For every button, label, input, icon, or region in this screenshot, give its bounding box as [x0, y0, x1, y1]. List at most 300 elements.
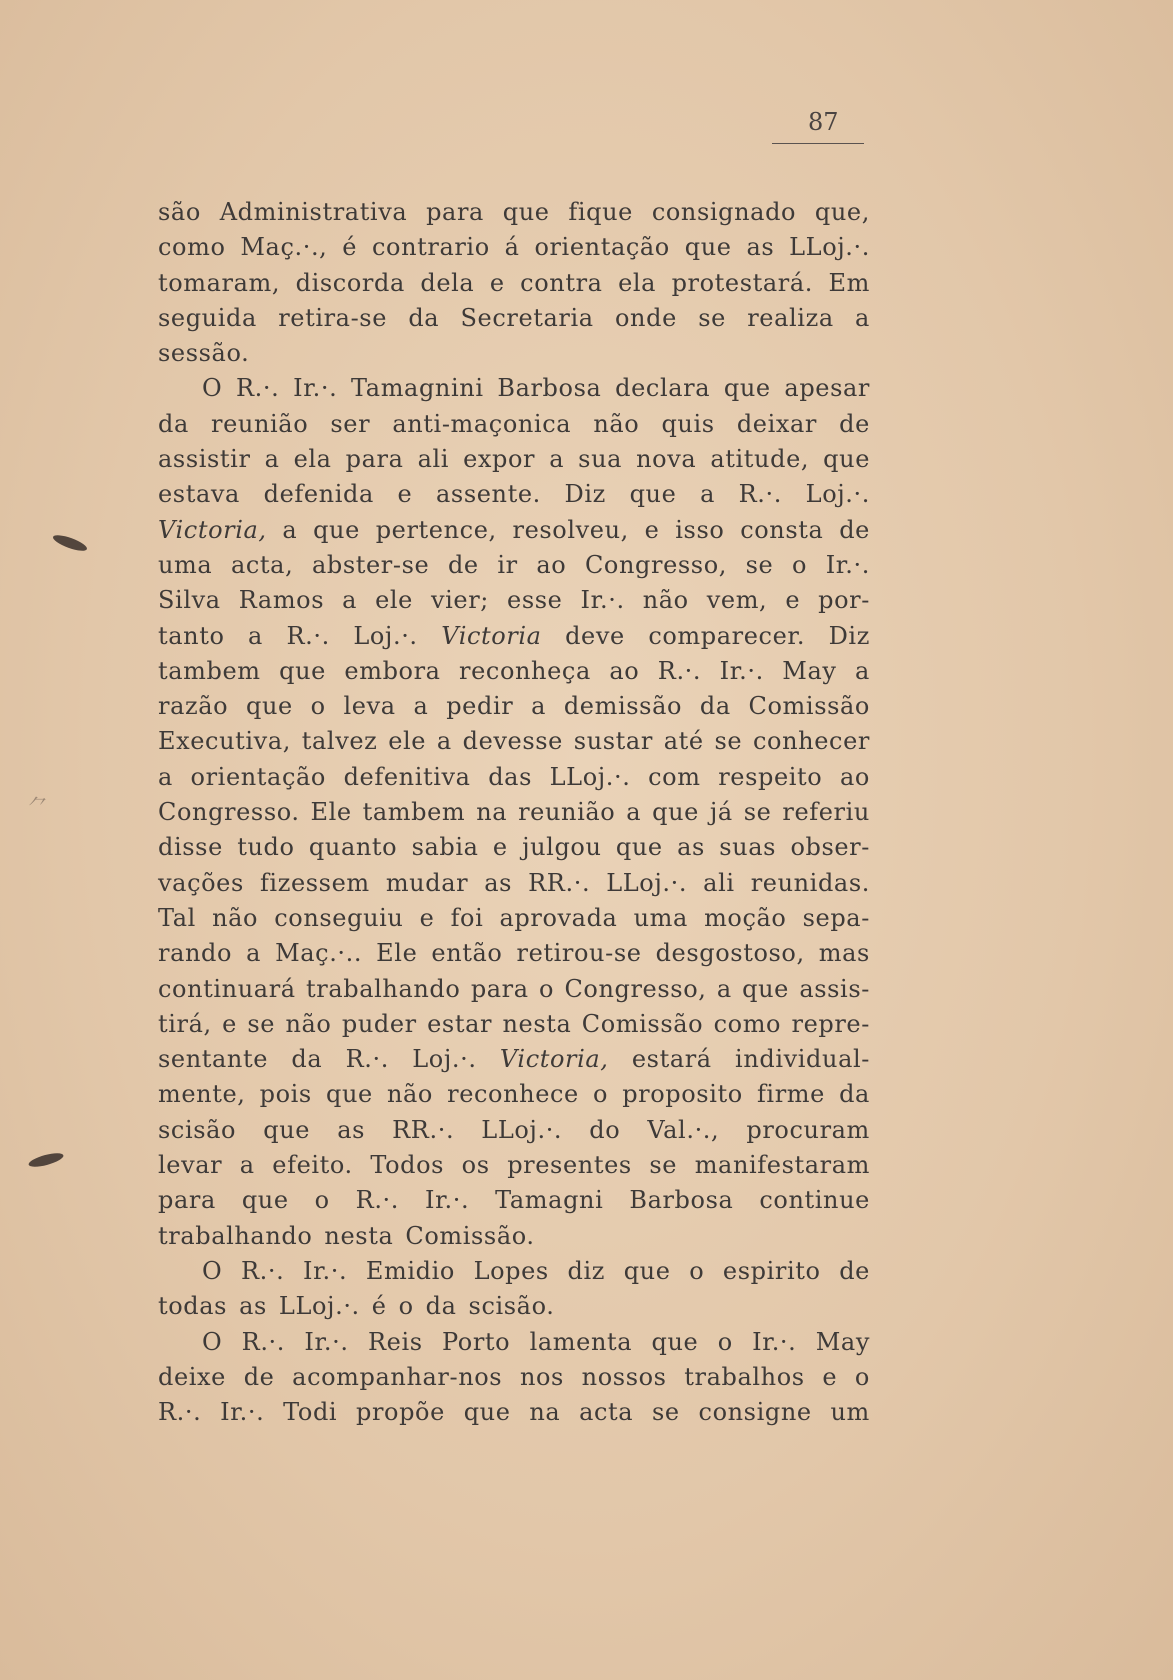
word: a [248, 621, 263, 650]
word: Tal [158, 903, 196, 932]
word: obser- [790, 833, 870, 862]
word: a [436, 727, 452, 756]
word: a [282, 515, 298, 544]
text-line [158, 1395, 870, 1430]
word: os [461, 1151, 490, 1180]
word: Barbosa [629, 1186, 734, 1215]
text-line [158, 1325, 870, 1360]
word: declara [615, 374, 711, 403]
word: pertence, [375, 515, 497, 544]
word: R.·. [657, 656, 702, 685]
text-line [158, 795, 870, 830]
word: rando [158, 939, 233, 968]
page-number: 87 [808, 108, 839, 136]
text-line [158, 1219, 870, 1254]
word: tomaram, [158, 268, 281, 297]
word: vações [158, 868, 244, 897]
word: continuará [158, 974, 296, 1003]
word: Silva [158, 586, 221, 615]
word: propõe [356, 1398, 445, 1427]
word: a [531, 692, 547, 721]
word: ao [839, 762, 870, 791]
word: RR.·. [392, 1115, 455, 1144]
word: as [484, 868, 513, 897]
word: discorda [295, 268, 405, 297]
word: sua [578, 445, 623, 474]
text-line [158, 1360, 870, 1395]
word: R.·. [286, 621, 330, 650]
word: consigne [698, 1398, 812, 1427]
word: razão [158, 692, 229, 721]
word: lamenta [529, 1327, 633, 1356]
word: Ele [310, 798, 352, 827]
word: referiu [782, 798, 870, 827]
word: todas [158, 1292, 228, 1321]
word: sessão. [158, 339, 250, 368]
word: nesta [324, 1221, 394, 1250]
text-line [158, 1077, 870, 1112]
word: LLoj.·. [606, 868, 688, 897]
word: não [593, 409, 640, 438]
word: tirá, [158, 1009, 212, 1038]
word: e [644, 515, 660, 544]
word: individual- [735, 1045, 870, 1074]
word: scisão. [468, 1292, 555, 1321]
word: ser [330, 409, 371, 438]
word: Diz [564, 480, 606, 509]
word: o [314, 1186, 330, 1215]
word: mas [818, 939, 870, 968]
word: não [212, 903, 259, 932]
word: Ir.·. [719, 656, 764, 685]
word: de [839, 515, 870, 544]
text-line [158, 583, 870, 618]
word: para [345, 445, 404, 474]
text-line [158, 760, 870, 795]
word: Reis [367, 1327, 423, 1356]
word: assente. [436, 480, 541, 509]
word: leva [343, 692, 396, 721]
word: conseguiu [274, 903, 404, 932]
word: levar [158, 1151, 223, 1180]
word: acta, [230, 550, 294, 579]
word: isso [675, 515, 725, 544]
word: Ir.·. [304, 1327, 349, 1356]
text-line [158, 477, 870, 512]
text-line [158, 230, 870, 265]
word: reconhece [447, 1080, 579, 1109]
word: diz [567, 1256, 606, 1285]
text-line [158, 371, 870, 406]
word: Comissão [581, 1009, 704, 1038]
word: com [648, 762, 701, 791]
word: a [700, 480, 715, 509]
text-line [158, 548, 870, 583]
word: tambem [158, 656, 261, 685]
word: foi [450, 903, 484, 932]
word: a [239, 1151, 255, 1180]
word: para [470, 974, 529, 1003]
word: Tamagni [495, 1186, 604, 1215]
word: sustar [573, 727, 653, 756]
body-text [158, 195, 870, 1430]
word: onde [615, 303, 677, 332]
word: Ir.·. [580, 586, 625, 615]
word: de [839, 409, 870, 438]
word: não [386, 1080, 433, 1109]
word: Loj.·. [353, 621, 418, 650]
word: de [839, 1256, 870, 1285]
word: julgou [522, 833, 602, 862]
text-line [158, 689, 870, 724]
word: Executiva, [158, 727, 291, 756]
word: até [663, 727, 704, 756]
word: a [855, 656, 870, 685]
word: o [593, 1080, 609, 1109]
word: Congresso, [584, 550, 727, 579]
text-line [158, 936, 870, 971]
word: e [785, 586, 801, 615]
word: reunião [518, 798, 616, 827]
word: May [782, 656, 837, 685]
word: puder [341, 1009, 417, 1038]
word: se [714, 727, 743, 756]
word: as [746, 233, 775, 262]
word: já [709, 798, 733, 827]
word: R.·. [158, 1398, 202, 1427]
word: a [549, 445, 565, 474]
word: que [723, 374, 771, 403]
text-line [158, 407, 870, 442]
word: como [713, 1009, 782, 1038]
word: scisão [158, 1115, 237, 1144]
word: que [463, 1398, 511, 1427]
word: a [716, 974, 732, 1003]
word: que [502, 198, 550, 226]
word: e [822, 1362, 838, 1391]
page-number-rule [772, 143, 864, 144]
ink-blot [27, 1151, 64, 1170]
word: se [652, 1398, 680, 1427]
word: da [425, 1292, 457, 1321]
word: para [158, 1186, 216, 1215]
text-line [158, 830, 870, 865]
word: dela [420, 268, 475, 297]
word: tambem [362, 798, 466, 827]
word: reunião [211, 409, 309, 438]
word: expor [463, 445, 536, 474]
text-line [158, 1289, 870, 1324]
word: a [264, 445, 280, 474]
word: respeito [718, 762, 823, 791]
word: da [158, 409, 189, 438]
word: efeito. [272, 1151, 353, 1180]
word: ir [497, 550, 518, 579]
word: da [291, 1045, 323, 1074]
word: a [626, 798, 642, 827]
word: realiza [747, 303, 834, 332]
word: O [202, 374, 223, 403]
word: Ele [376, 939, 418, 968]
text-line [158, 442, 870, 477]
word: pois [259, 1080, 312, 1109]
pencil-mark: ⺈ [28, 794, 48, 818]
word: de [447, 550, 479, 579]
word: e [489, 268, 505, 297]
word: procuram [746, 1115, 870, 1144]
text-line [158, 336, 870, 371]
text-line [158, 901, 870, 936]
word: fique [568, 198, 633, 226]
word: a [158, 762, 173, 791]
word: consignado [651, 198, 797, 226]
word: protestará. [671, 268, 813, 297]
word: Todi [283, 1398, 338, 1427]
word: é [371, 1292, 387, 1321]
word: nos [519, 1362, 564, 1391]
word: Congresso. [158, 798, 300, 827]
word: nesta [502, 1009, 572, 1038]
word: trabalhando [158, 1221, 313, 1250]
word: comparecer. [648, 621, 806, 650]
word: Ir.·. [424, 1186, 470, 1215]
word: O [202, 1256, 223, 1285]
word: R.·. [738, 480, 782, 509]
text-line [158, 866, 870, 901]
word: se [649, 1151, 678, 1180]
text-line [158, 972, 870, 1007]
word: R.·. [355, 1186, 400, 1215]
word: repre- [791, 1009, 870, 1038]
word: R.·. [240, 1256, 285, 1285]
word: tudo [237, 833, 295, 862]
word: que [326, 1080, 373, 1109]
word: as [239, 1292, 267, 1321]
word: retira-se [278, 303, 388, 332]
word: a [413, 692, 429, 721]
word: deve [565, 621, 625, 650]
word: do [589, 1115, 621, 1144]
word: o [792, 550, 808, 579]
word: Victoria [441, 621, 542, 650]
word: sepa- [802, 903, 870, 932]
word: que [246, 692, 293, 721]
word: á [504, 233, 520, 262]
word: Congresso, [564, 974, 707, 1003]
word: por- [818, 586, 870, 615]
word: ele [388, 727, 427, 756]
word: Val.·., [647, 1115, 720, 1144]
word: acta [579, 1398, 634, 1427]
word: a [855, 303, 870, 332]
word: uma [633, 903, 688, 932]
word: embora [344, 656, 441, 685]
word: Maç.·.. [275, 939, 363, 968]
word: o [717, 1327, 733, 1356]
word: da [839, 1080, 870, 1109]
word: da [408, 303, 440, 332]
word: e [492, 833, 508, 862]
word: que [623, 1256, 671, 1285]
word: vem, [706, 586, 768, 615]
text-line [158, 1183, 870, 1218]
word: se [743, 798, 772, 827]
word: deixe [158, 1362, 226, 1391]
word: vier; [431, 586, 489, 615]
text-line [158, 513, 870, 548]
word: estará [631, 1045, 712, 1074]
word: ali [417, 445, 450, 474]
word: para [426, 198, 484, 226]
word: espirito [722, 1256, 821, 1285]
word: orientação [534, 233, 670, 262]
word: Comissão. [405, 1221, 535, 1250]
word: continue [759, 1186, 870, 1215]
word: O [202, 1327, 223, 1356]
word: retirou-se [516, 939, 642, 968]
word: o [854, 1362, 870, 1391]
word: fizessem [259, 868, 370, 897]
word: Diz [828, 621, 870, 650]
word: ao [536, 550, 567, 579]
word: das [488, 762, 532, 791]
word: não [285, 1009, 332, 1038]
word: defenida [263, 480, 374, 509]
word: se [247, 1009, 276, 1038]
word: May [815, 1327, 870, 1356]
word: Comissão [748, 692, 870, 721]
word: R.·. [236, 374, 280, 403]
word: as [337, 1115, 366, 1144]
word: proposito [622, 1080, 743, 1109]
word: ao [609, 656, 640, 685]
word: ela [618, 268, 657, 297]
word: atitude, [710, 445, 810, 474]
word: que [241, 1186, 289, 1215]
word: as [677, 833, 705, 862]
text-line [158, 1113, 870, 1148]
word: resolveu, [512, 515, 629, 544]
word: assistir [158, 445, 251, 474]
word: devesse [462, 727, 563, 756]
word: e [419, 903, 435, 932]
text-line [158, 1007, 870, 1042]
word: contrario [371, 233, 490, 262]
word: nova [636, 445, 697, 474]
word: se [745, 550, 774, 579]
word: um [830, 1398, 870, 1427]
word: de [243, 1362, 275, 1391]
text-line [158, 301, 870, 336]
text-line [158, 654, 870, 689]
word: o [689, 1256, 705, 1285]
word: pedir [446, 692, 514, 721]
word: que [263, 1115, 311, 1144]
word: e [397, 480, 413, 509]
word: Em [828, 268, 870, 297]
word: anti-maçonica [392, 409, 572, 438]
text-line [158, 1042, 870, 1077]
word: Ir.·. [825, 550, 870, 579]
word: deixar [736, 409, 817, 438]
word: Secretaria [460, 303, 594, 332]
word: se [698, 303, 726, 332]
word: manifestaram [694, 1151, 870, 1180]
word: disse [158, 833, 223, 862]
word: estar [427, 1009, 493, 1038]
word: quis [661, 409, 715, 438]
word: consta [740, 515, 824, 544]
word: que [652, 798, 699, 827]
text-line [158, 619, 870, 654]
word: são [158, 198, 201, 226]
word: contra [520, 268, 603, 297]
word: R.·. [241, 1327, 286, 1356]
text-line [158, 195, 870, 230]
word: demissão [563, 692, 683, 721]
word: aprovada [499, 903, 618, 932]
word: estava [158, 480, 240, 509]
word: Ir.·. [220, 1398, 265, 1427]
word: LLoj.·. [278, 1292, 360, 1321]
word: abster-se [311, 550, 430, 579]
word: Victoria, [499, 1045, 609, 1074]
word: a [246, 939, 262, 968]
word: que [651, 1327, 699, 1356]
word: uma [158, 550, 213, 579]
word: não [642, 586, 689, 615]
word: reunidas. [750, 868, 870, 897]
word: o [398, 1292, 414, 1321]
word: ele [375, 586, 413, 615]
word: Ir.·. [302, 1256, 348, 1285]
word: então [431, 939, 503, 968]
word: e [222, 1009, 237, 1038]
word: talvez [301, 727, 378, 756]
word: RR.·. [528, 868, 591, 897]
word: defenitiva [343, 762, 471, 791]
text-line [158, 1148, 870, 1183]
word: Ir.·. [752, 1327, 797, 1356]
word: trabalhos [684, 1362, 805, 1391]
word: o [310, 692, 326, 721]
word: Ir.·. [293, 374, 338, 403]
word: é [342, 233, 358, 262]
word: ela [293, 445, 332, 474]
word: como [158, 233, 226, 262]
word: da [699, 692, 731, 721]
word: Porto [442, 1327, 511, 1356]
word: LLoj.·. [481, 1115, 563, 1144]
word: seguida [158, 303, 257, 332]
word: Lopes [473, 1256, 549, 1285]
word: o [539, 974, 555, 1003]
word: Emidio [365, 1256, 455, 1285]
word: a [342, 586, 358, 615]
word: Tamagnini [351, 374, 484, 403]
word: que, [814, 198, 870, 226]
word: nossos [581, 1362, 667, 1391]
word: desgostoso, [655, 939, 805, 968]
ink-blot [51, 532, 88, 554]
word: R.·. [345, 1045, 389, 1074]
word: suas [719, 833, 777, 862]
word: que [684, 233, 732, 262]
word: sabia [411, 833, 479, 862]
word: acompanhar-nos [292, 1362, 503, 1391]
word: sentante [158, 1045, 269, 1074]
word: tanto [158, 621, 225, 650]
